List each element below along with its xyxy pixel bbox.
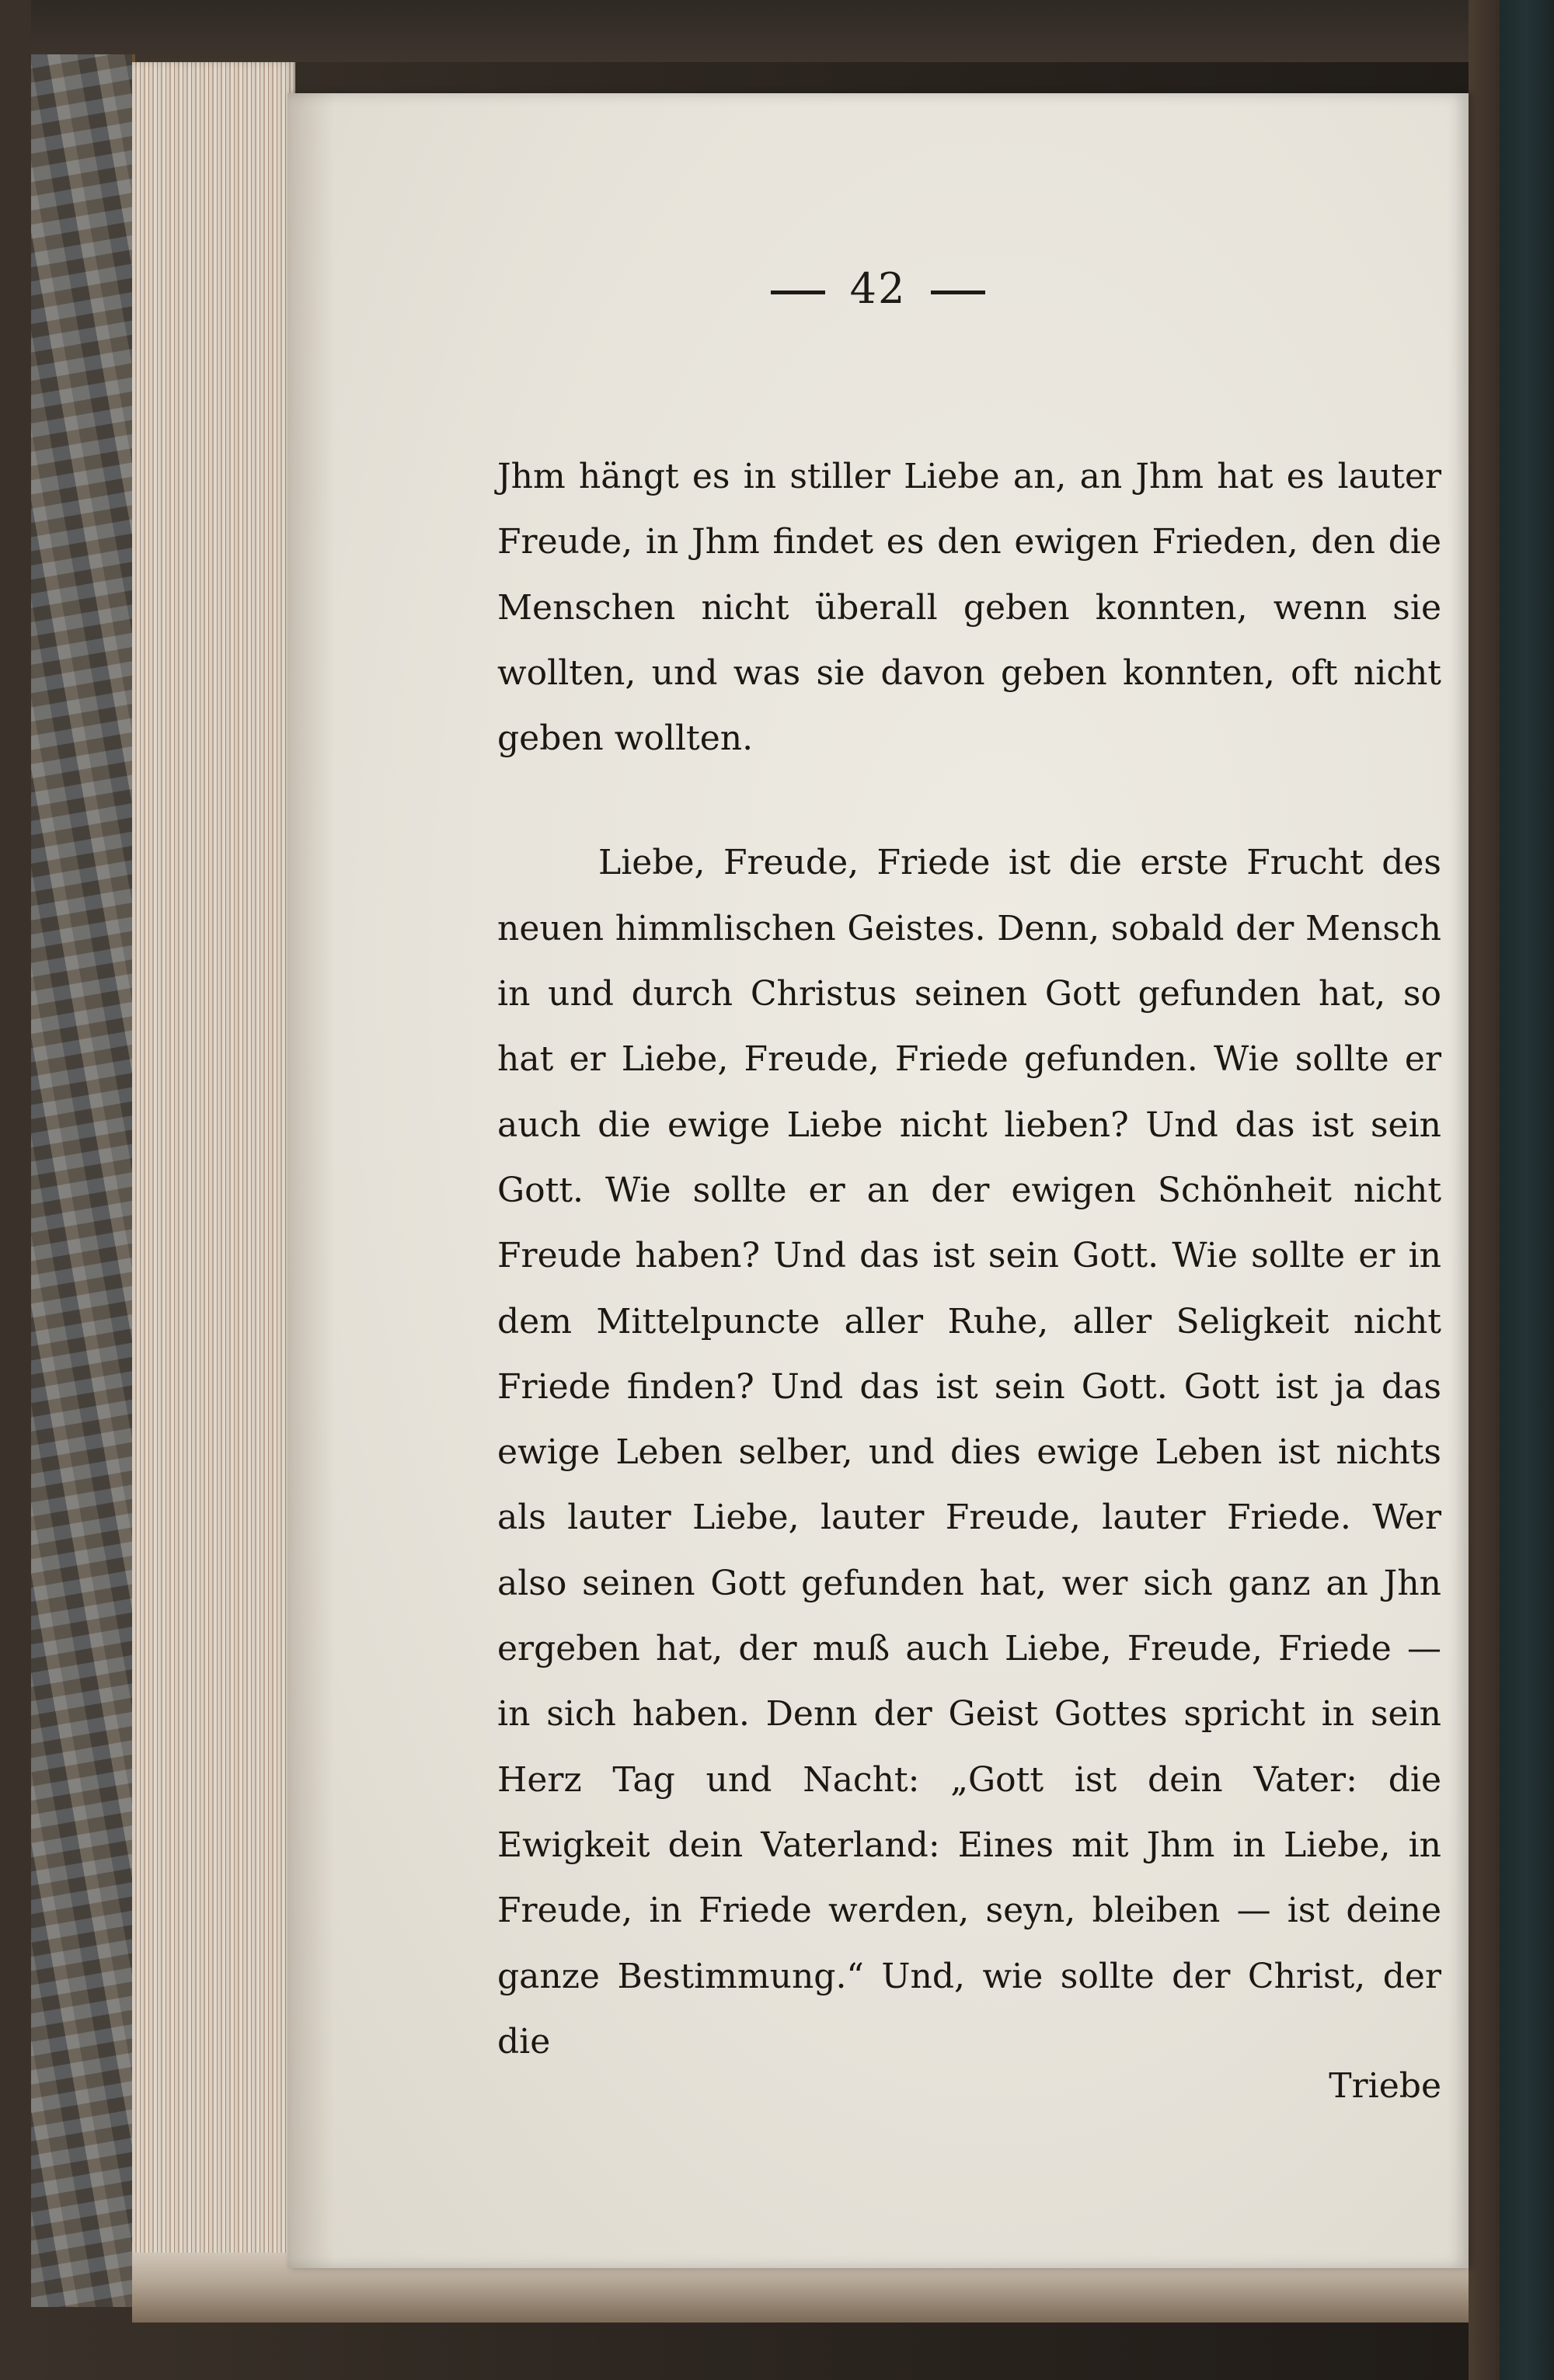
book-cover-top [31, 0, 1500, 62]
marbled-cover-edge [31, 54, 135, 2307]
page-edges-stack [132, 62, 295, 2299]
book-spine-strip [1500, 0, 1554, 2380]
paragraph-1: Jhm hängt es in stiller Liebe an, an Jhm hat es lauter Freude, in Jhm findet es den ewigen Frieden, den die Menschen nicht überall geben konnten, wenn sie wollten, und was sie davon geben konnten, oft nicht geben wollten. [497, 457, 1441, 759]
gutter-shadow [287, 93, 334, 2268]
book-page [287, 93, 1469, 2268]
right-dash [931, 291, 985, 294]
left-dash [771, 291, 825, 294]
paragraph-2: Liebe, Freude, Friede ist die erste Frucht des neuen himmlischen Geistes. Denn, sobald der Mensch in und durch Christus seinen Gott gefunden hat, so hat er Liebe, Freude, Friede gefunden. Wie sollte er auch die ewige Liebe nicht lieben? Und das ist sein Gott. Wie sollte er an der ewigen Schönheit nicht Freude haben? Und das ist sein Gott. Wie sollte er in dem Mittelpuncte aller Ruhe, aller Seligkeit nicht Friede finden? Und das ist sein Gott. Gott ist ja das ewige Leben selber, und dies ewige Leben ist nichts als lauter Liebe, lauter Freude, lauter Friede. Wer also seinen Gott gefunden hat, wer sich ganz an Jhn ergeben hat, der muß auch Liebe, Freude, Friede — in sich haben. Denn der Geist Gottes spricht in sein Herz Tag und Nacht: „Gott ist dein Vater: die Ewigkeit dein Vaterland: Eines mit Jhm in Liebe, in Freude, in Friede werden, seyn, bleiben — ist deine ganze Bestimmung.“ Und, wie sollte der Christ, der die [497, 843, 1441, 2062]
body-text [497, 444, 1441, 2075]
page-number: 42 [849, 264, 907, 313]
page-number-header [287, 264, 1469, 313]
catchword: Triebe [1329, 2066, 1441, 2106]
